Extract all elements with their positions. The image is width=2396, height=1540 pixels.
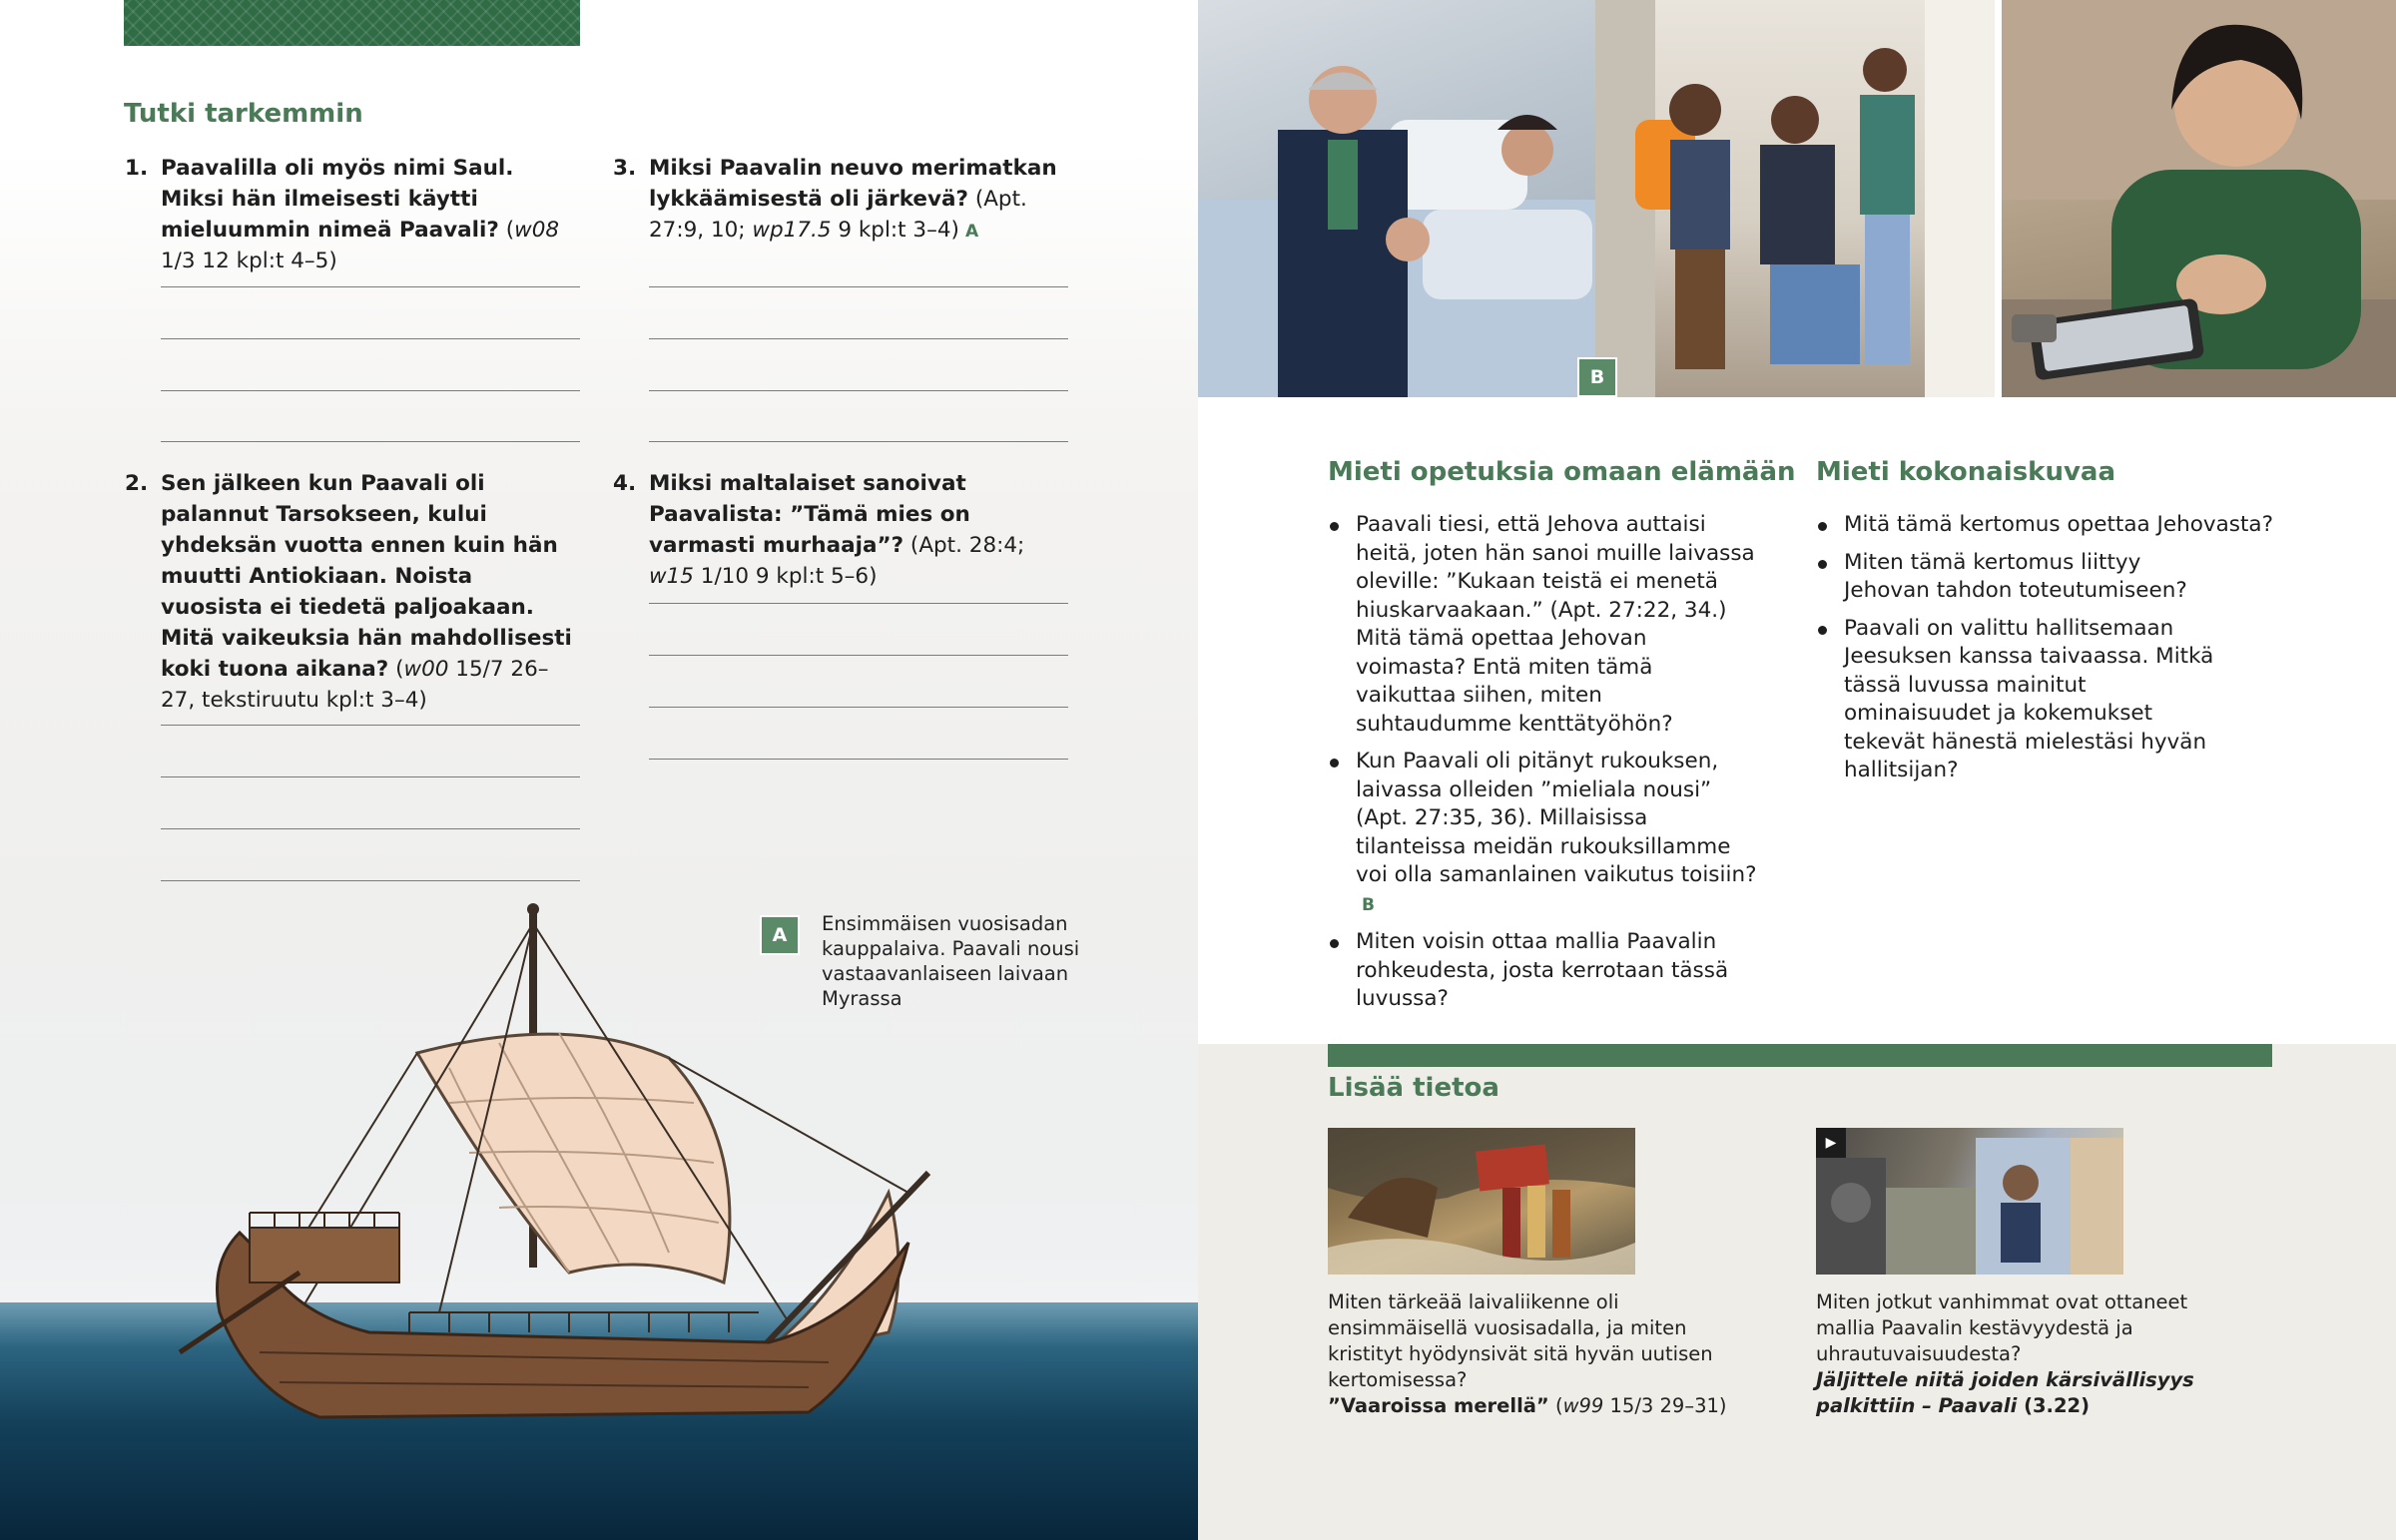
thumbnail-elders-video[interactable]	[1816, 1128, 2123, 1275]
article-link[interactable]: ”Vaaroissa merellä”	[1328, 1394, 1549, 1417]
answer-line[interactable]	[161, 725, 580, 726]
question-3: 3. Miksi Paavalin neuvo merimatkan lykkäämisestä oli järkevä? (Apt. 27:9, 10; wp17.5 9 kpl:t 3–4) A	[649, 153, 1068, 248]
publication-ref[interactable]: w15	[649, 564, 694, 589]
question-text: Miksi Paavalin neuvo merimatkan lykkäämisestä oli järkevä?	[649, 156, 1057, 212]
ship-caption: Ensimmäisen vuosisadan kauppalaiva. Paavali nousi vastaavanlaiseen laivaan Myrassa	[822, 912, 1080, 1010]
answer-line[interactable]	[161, 286, 580, 287]
answer-line[interactable]	[161, 390, 580, 391]
answer-line[interactable]	[649, 759, 1068, 760]
photo-girl-praying	[2002, 0, 2396, 397]
play-icon[interactable]: ▶	[1816, 1128, 1846, 1158]
answer-line[interactable]	[161, 776, 580, 777]
publication-ref[interactable]: w99	[1562, 1394, 1604, 1417]
question-number: 1.	[125, 156, 149, 181]
section-title-opetuksia: Mieti opetuksia omaan elämään	[1328, 457, 1796, 487]
answer-line[interactable]	[649, 603, 1068, 604]
list-item: Paavali on valittu hallitsemaan Jeesuksen kanssa taivaassa. Mitkä tässä luvussa mainitut ominaisuudet ja kokemukset tekevät hänestä mielestäsi hyvän hallitsijan?	[1816, 615, 2235, 785]
list-item: Paavali tiesi, että Jehova auttaisi heitä, joten hän sanoi muille laivassa oleville: ”Kukaan teistä ei menetä hiuskarvaakaan.” (Apt. 27:22, 34.) Mitä tämä opettaa Jehovan voimasta? Entä miten tämä vaikuttaa siihen, miten suhtaudumme kenttätyöhön?	[1328, 511, 1757, 739]
list-item: Mitä tämä kertomus opettaa Jehovasta?	[1816, 511, 2275, 540]
photo-family-prayer	[1595, 0, 1995, 397]
section-title-lisaa: Lisää tietoa	[1328, 1073, 1499, 1103]
answer-line[interactable]	[161, 441, 580, 442]
question-text: Paavalilla oli myös nimi Saul. Miksi hän ilmeisesti käytti mieluummin nimeä Paavali?	[161, 156, 514, 243]
thumbnail-storm-painting[interactable]	[1328, 1128, 1635, 1275]
image-reference-tag-b: B	[1362, 894, 1375, 915]
answer-line[interactable]	[161, 880, 580, 881]
answer-line[interactable]	[161, 338, 580, 339]
publication-ref[interactable]: wp17.5	[752, 218, 832, 243]
kokonaiskuvaa-list	[1816, 511, 2275, 794]
publication-ref[interactable]: w00	[403, 657, 449, 682]
answer-line[interactable]	[649, 707, 1068, 708]
more-info-bar	[1328, 1044, 2272, 1067]
question-number: 3.	[613, 156, 637, 181]
question-number: 2.	[125, 471, 149, 496]
more-info-item-1: Miten tärkeää laivaliikenne oli ensimmäisellä vuosisadalla, ja miten kristityt hyödynsivät sitä hyvän uutisen kertomisessa? ”Vaaroissa merellä” (w99 15/3 29–31)	[1328, 1289, 1737, 1419]
answer-line[interactable]	[649, 655, 1068, 656]
question-1: 1. Paavalilla oli myös nimi Saul. Miksi hän ilmeisesti käytti mieluummin nimeä Paavali? (w08 1/3 12 kpl:t 4–5)	[161, 153, 580, 276]
image-badge-a: A	[760, 915, 800, 955]
question-4: 4. Miksi maltalaiset sanoivat Paavalista: ”Tämä mies on varmasti murhaaja”? (Apt. 28:4; w15 1/10 9 kpl:t 5–6)	[649, 468, 1068, 592]
answer-line[interactable]	[161, 828, 580, 829]
image-badge-b: B	[1577, 357, 1617, 397]
question-text: Sen jälkeen kun Paavali oli palannut Tarsokseen, kului yhdeksän vuotta ennen kuin hän muutti Antiokiaan. Noista vuosista ei tiedetä paljoakaan. Mitä vaikeuksia hän mahdollisesti koki tuona aikana?	[161, 471, 572, 682]
decorative-pattern-strip	[124, 0, 580, 46]
question-number: 4.	[613, 471, 637, 496]
question-text: Miksi maltalaiset sanoivat Paavalista: ”Tämä mies on varmasti murhaaja”?	[649, 471, 970, 558]
answer-line[interactable]	[649, 441, 1068, 442]
photo-hospital-visit	[1198, 0, 1595, 397]
photo-divider	[1995, 0, 2002, 397]
answer-line[interactable]	[649, 338, 1068, 339]
opetuksia-list	[1328, 511, 1757, 1023]
section-title-kokonaiskuvaa: Mieti kokonaiskuvaa	[1816, 457, 2116, 487]
image-reference-tag-a: A	[964, 222, 979, 242]
video-link[interactable]: Jäljittele niitä joiden kärsivällisyys palkittiin – Paavali	[1816, 1368, 2194, 1417]
answer-line[interactable]	[649, 286, 1068, 287]
answer-line[interactable]	[649, 390, 1068, 391]
more-info-question: Miten jotkut vanhimmat ovat ottaneet mallia Paavalin kestävyydestä ja uhrautuvaisuudesta?	[1816, 1290, 2188, 1365]
list-item: Kun Paavali oli pitänyt rukouksen, laivassa olleiden ”mieliala nousi” (Apt. 27:35, 36). Millaisissa tilanteissa meidän rukouksillamme voi olla samanlainen vaikutus toisiin?B	[1328, 748, 1757, 919]
more-info-item-2: Miten jotkut vanhimmat ovat ottaneet mallia Paavalin kestävyydestä ja uhrautuvaisuudesta? Jäljittele niitä joiden kärsivällisyys palkittiin – Paavali (3.22)	[1816, 1289, 2225, 1419]
more-info-question: Miten tärkeää laivaliikenne oli ensimmäisellä vuosisadalla, ja miten kristityt hyödynsivät sitä hyvän uutisen kertomisessa?	[1328, 1290, 1713, 1391]
question-2: 2. Sen jälkeen kun Paavali oli palannut Tarsokseen, kului yhdeksän vuotta ennen kuin hän muutti Antiokiaan. Noista vuosista ei tiedetä paljoakaan. Mitä vaikeuksia hän mahdollisesti koki tuona aikana? (w00 15/7 26–27, tekstiruutu kpl:t 3–4)	[161, 468, 580, 716]
section-title-tutki: Tutki tarkemmin	[124, 99, 363, 129]
list-item: Miten tämä kertomus liittyy Jehovan tahdon toteutumiseen?	[1816, 549, 2215, 606]
publication-ref[interactable]: w08	[514, 218, 560, 243]
list-item: Miten voisin ottaa mallia Paavalin rohkeudesta, josta kerrotaan tässä luvussa?	[1328, 928, 1757, 1014]
